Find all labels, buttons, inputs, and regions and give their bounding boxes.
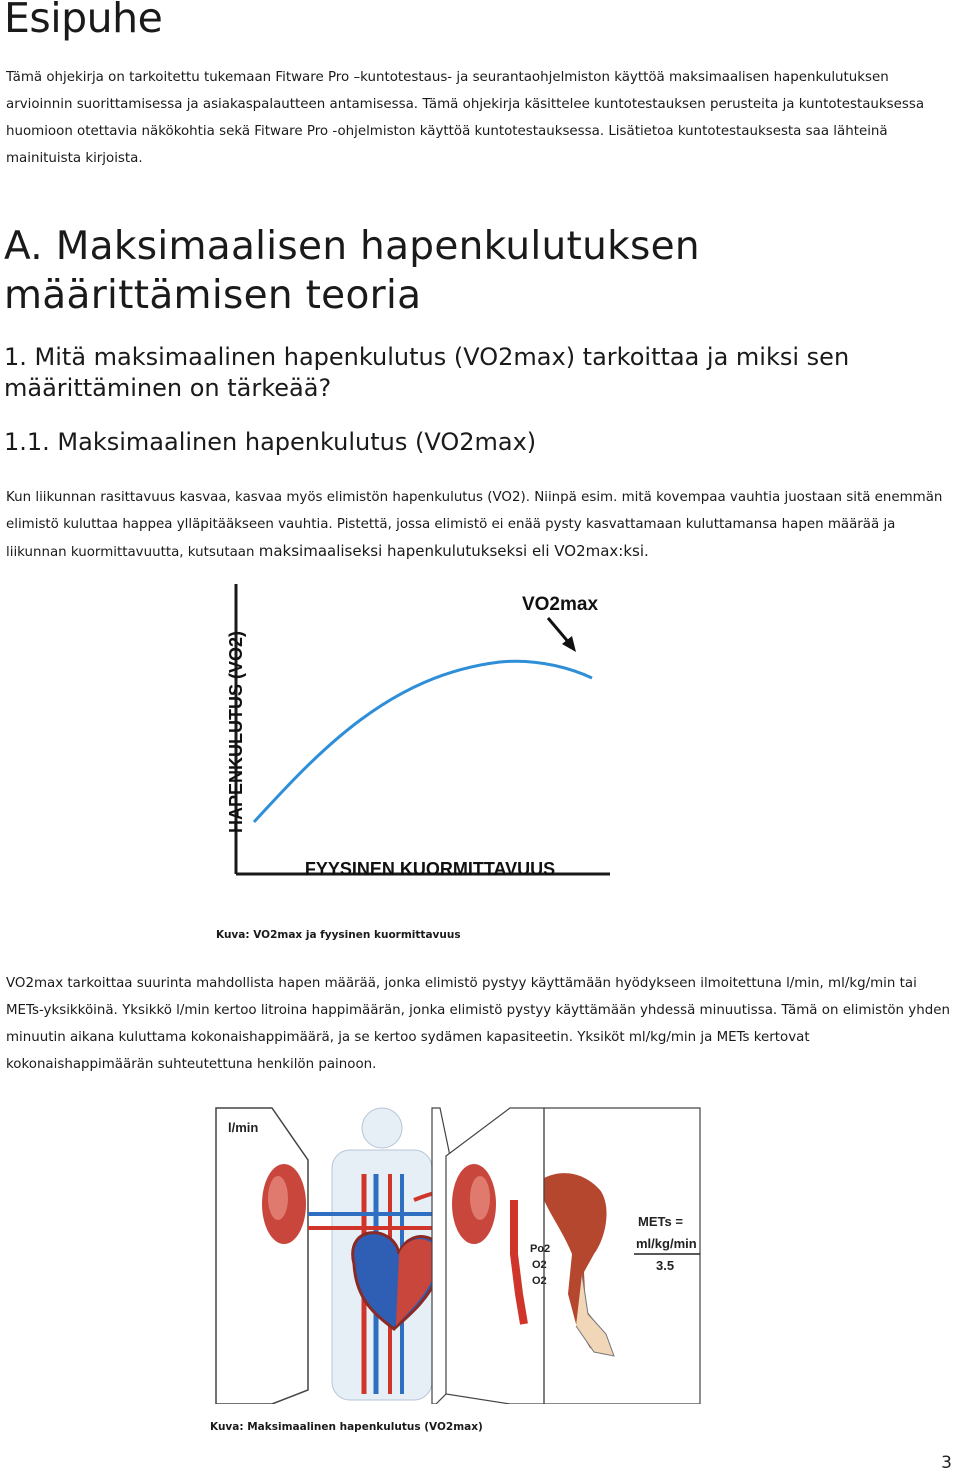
figure-2-caption: Kuva: Maksimaalinen hapenkulutus (VO2max) xyxy=(210,1421,483,1433)
paragraph-2-emphasis: maksimaaliseksi hapenkulutukseksi eli VO2max:ksi. xyxy=(258,542,649,560)
left-panel-frame xyxy=(216,1108,308,1404)
figure-1-caption: Kuva: VO2max ja fyysinen kuormittavuus xyxy=(216,929,461,941)
arm-illustration xyxy=(544,1173,614,1356)
vo2max-arrow xyxy=(548,618,576,652)
lmin-label: l/min xyxy=(228,1120,259,1135)
paragraph-2-text: Kun liikunnan rasittavuus kasvaa, kasvaa myös elimistön hapenkulutus (VO2). Niinpä esim. mitä kovempaa vauhtia juostaan sitä enemmän elimistö kuluttaa happea ylläpitääkseen vauhtia. Pistettä, jossa elimistö ei enää pysty kasvattamaan kuluttamansa hapen määrää ja liikunnan kuormittavuutta, kutsutaan xyxy=(6,490,943,560)
mlkgmin-label: ml/kg/min xyxy=(636,1236,697,1251)
vo2max-annotation: VO2max xyxy=(521,594,599,615)
y-axis-label: HAPENKULUTUS (VO2) xyxy=(226,630,246,834)
section-1-1-title: 1.1. Maksimaalinen hapenkulutus (VO2max) xyxy=(4,428,537,456)
vo2max-figure xyxy=(210,580,620,890)
divisor-label: 3.5 xyxy=(656,1258,675,1273)
heading-esipuhe: Esipuhe xyxy=(4,0,163,42)
right-panel-frame xyxy=(544,1108,700,1404)
mets-label: METs = xyxy=(638,1214,683,1229)
section-a-title: A. Maksimaalisen hapenkulutuksen määrittämisen teoria xyxy=(4,224,700,318)
x-axis-label: FYYSINEN KUORMITTAVUUS xyxy=(304,859,556,879)
page-number: 3 xyxy=(941,1453,952,1473)
o2-label-a: O2 xyxy=(532,1259,547,1271)
circulation-illustration xyxy=(214,1104,704,1404)
o2-label-b: O2 xyxy=(532,1275,547,1287)
intro-paragraph: Tämä ohjekirja on tarkoitettu tukemaan Fitware Pro –kuntotestaus- ja seurantaohjelmiston käyttöä maksimaalisen hapenkulutuksen arvioinnin suorittamisessa ja asiakaspalautteen antamisessa. Tämä ohjekirja käsittelee kuntotestauksen perusteita ja kuntotestauksessa huomioon otettavia näkökohtia sekä Fitware Pro -ohjelmiston käyttöä kuntotestauksessa. Lisätietoa kuntotestauksesta saa lähteinä mainituista kirjoista. xyxy=(6,70,925,166)
vo2-curve xyxy=(254,661,592,822)
section-1-title: 1. Mitä maksimaalinen hapenkulutus (VO2max) tarkoittaa ja miksi sen määrittäminen on tärkeää? xyxy=(4,343,850,402)
middle-panel-frame xyxy=(446,1108,544,1404)
paragraph-3: VO2max tarkoittaa suurinta mahdollista hapen määrää, jonka elimistö pystyy käyttämään hyödykseen ilmoitettuna l/min, ml/kg/min tai METs-yksikköinä. Yksikkö l/min kertoo litroina happimäärän, jonka elimistö pystyy käyttämään yhdessä minuutissa. Tämä on elimistön yhden minuutin aikana kuluttama kokonaishappimäärä, ja se kertoo sydämen kapasiteetin. Yksiköt ml/kg/min ja METs kertovat kokonaishappimäärän suhteutettuna henkilön painoon. xyxy=(6,976,950,1072)
lung-right-illustration xyxy=(452,1164,496,1244)
lung-left-illustration xyxy=(262,1164,306,1244)
po2-label: Po2 xyxy=(530,1243,551,1255)
paragraph-2 xyxy=(6,484,952,566)
